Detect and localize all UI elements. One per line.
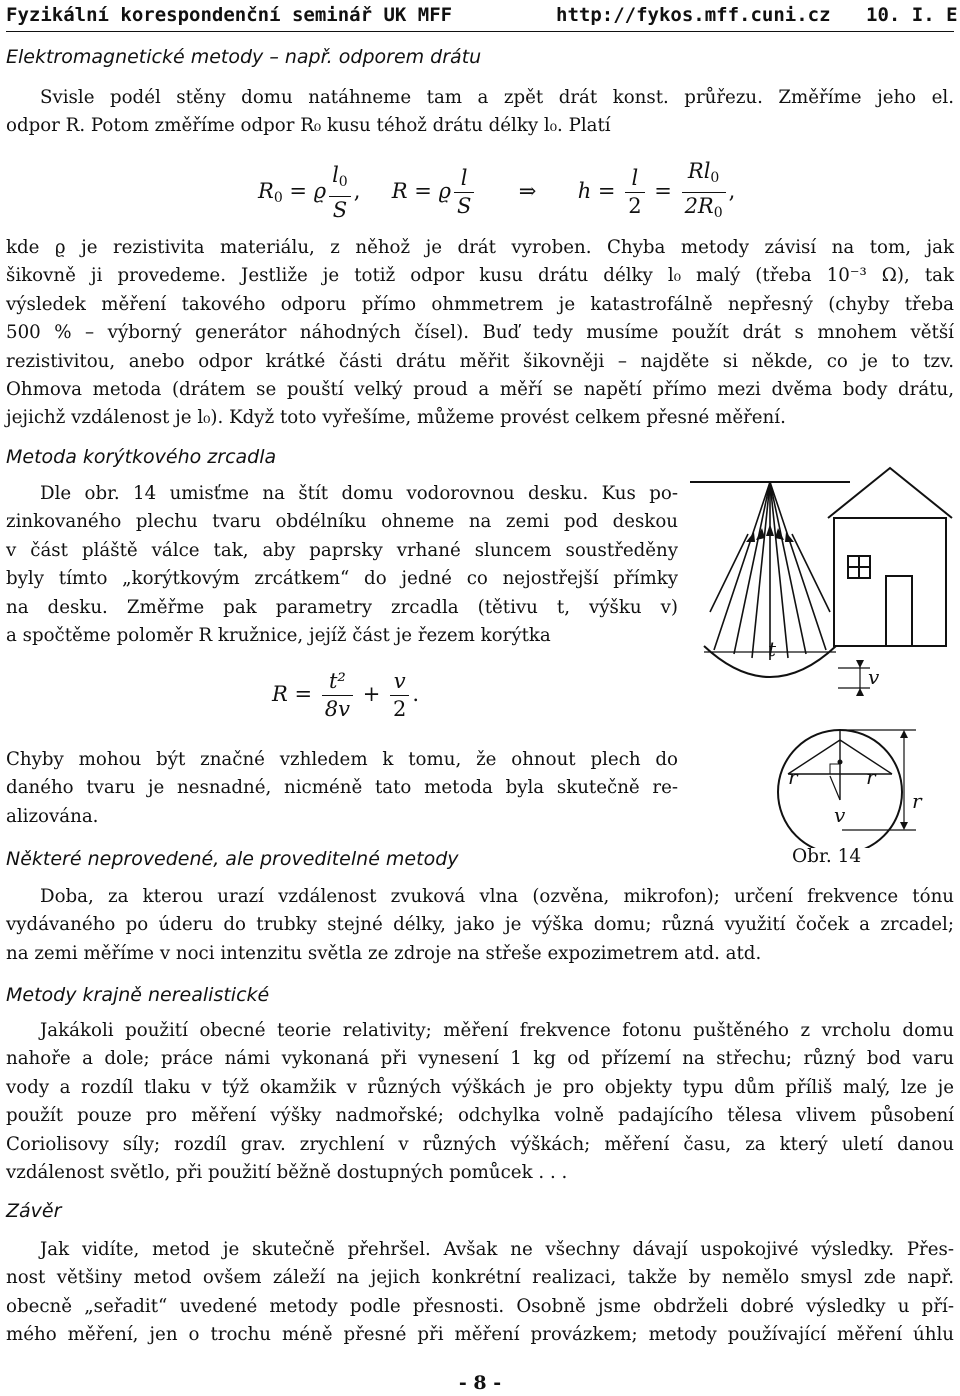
eq-symbol: h	[577, 179, 592, 203]
text-line: na zemi měříme v noci intenzitu světla ze zdroje na střeše expozimetrem atd. atd.	[6, 942, 762, 964]
text-line: v část pláště válce tak, aby paprsky vrhané sluncem soustředěny	[6, 539, 678, 561]
text-line: kde ϱ je rezistivita materiálu, z něhož je drát vyroben. Chyba metody závisí na tom, jak	[6, 237, 954, 258]
header-rule	[6, 31, 954, 32]
equation-radius: R = $\frac{\text{t²}}{8v}$ + $\frac{v}{2}$ .	[272, 669, 420, 721]
eq-sign: =	[294, 682, 313, 706]
section-title-mirror: Metoda korýtkového zrcadla	[6, 446, 277, 468]
section2-after	[6, 746, 678, 831]
text-line: Ohmova metoda (drátem se pouští velký proud a měří se napětí přímo mezi dvěma body drátu,	[6, 379, 954, 401]
section-title-electromagnetic: Elektromagnetické metody – např. odporem drátu	[6, 46, 482, 68]
text-line: obecně „seřadit“ uvedené metody podle přesnosti. Osobně jsme obdrželi dobré výsledky u pří-	[6, 1295, 954, 1317]
eq-fraction: $\frac{l}{S}$	[454, 165, 474, 220]
text-line: na desku. Změřme pak parametry zrcadla (tětivu t, výšku v)	[6, 596, 678, 618]
header-section-id: 10. I. E	[866, 4, 958, 26]
text-line: šikovně ji provedeme. Jestliže je totiž odpor kusu drátu délky l₀ malý (třeba 10⁻³ Ω), tak	[6, 265, 954, 287]
eq-fraction: $\frac{l_0}{S}$	[329, 162, 351, 224]
eq-sign: =	[414, 179, 432, 203]
figure-label-t: t	[768, 637, 777, 661]
text-line: 500 % – výborný generátor náhodných čísel). Buď tedy musíme použít drát s mnohem větší	[6, 322, 954, 344]
section5-body	[6, 1236, 954, 1350]
figure-label-r-dim: r	[912, 789, 922, 813]
eq-symbol: R	[391, 179, 408, 203]
figure-caption: Obr. 14	[792, 846, 862, 867]
eq-symbol: ϱ	[313, 179, 327, 203]
text-line: Chyby mohou být značné vzhledem k tomu, že ohnout plech do	[6, 749, 678, 770]
text-line: nost většiny metod ovšem záleží na jejich konkrétní realizaci, takže by nemělo smysl zde např.	[6, 1267, 954, 1289]
eq-fraction: $\frac{Rl_0}{2R_0}$	[682, 158, 726, 227]
text-line: použít pouze pro měření výšky nadmořské; odchylka volně padajícího tělesa vlivem působení	[6, 1105, 954, 1127]
figure-label-r-right: r	[866, 765, 876, 789]
eq-symbol: R	[272, 682, 288, 706]
text-line: zinkovaného plechu tvaru obdélníku ohneme na zemi pod deskou	[6, 511, 678, 533]
text-line: Jak vidíte, metod je skutečně přehršel. Avšak ne všechny dávají uspokojivé výsledky. Přes-	[40, 1239, 954, 1260]
house	[828, 468, 952, 646]
text-line: Jakákoli použití obecné teorie relativity; měření frekvence fotonu puštěného z vrcholu domu	[40, 1020, 954, 1041]
page-number: - 8 -	[458, 1372, 502, 1394]
header-url: http://fykos.mff.cuni.cz	[556, 4, 831, 26]
eq-fraction: $\frac{v}{2}$	[390, 668, 409, 723]
eq-fraction: $\frac{\text{t²}}{8v}$	[322, 668, 353, 723]
section3-body	[6, 883, 954, 968]
figure-label-r-left: r	[788, 765, 798, 789]
eq-sign: +	[362, 682, 381, 706]
implies-arrow: ⇒	[518, 179, 537, 203]
section-title-feasible: Některé neprovedené, ale proveditelné metody	[6, 848, 459, 870]
eq-subscript: 0	[273, 190, 283, 206]
section-title-conclusion: Závěr	[6, 1200, 62, 1222]
text-line: a spočtěme poloměr R kružnice, jejíž část je řezem korýtka	[6, 625, 551, 647]
text-line: jejichž vzdálenost je l₀). Když toto vyřešíme, můžeme provést celkem přesné měření.	[6, 407, 786, 429]
section1-intro	[6, 84, 954, 141]
text-line: nahoře a dole; práce námi vykonaná při vynesení 1 kg od přízemí na střechu; různý bod varu	[6, 1048, 954, 1070]
text-line: odpor R. Potom změříme odpor R₀ kusu téhož drátu délky l₀. Platí	[6, 115, 611, 137]
section1-body	[6, 234, 954, 433]
text-line: mého měření, jen o trochu méně přesné při měření provázkem; metody používající měření úhlu	[6, 1324, 954, 1346]
text-line: rezistivitou, anebo odpor krátké části drátu měřit šikovněji – najděte si někde, co je to tzv.	[6, 350, 954, 372]
text-line: Doba, za kterou urazí vzdálenost zvuková vlna (ozvěna, mikrofon); určení frekvence tónu	[40, 886, 954, 907]
eq-sign: =	[654, 179, 672, 203]
text-line: Coriolisovy síly; rozdíl grav. zrychlení v různých výškách; měření času, za který uletí danou	[6, 1133, 954, 1155]
figure-label-v-circle: v	[834, 803, 846, 827]
eq-fraction: $\frac{l}{2}$	[625, 165, 644, 220]
text-line: Svisle podél stěny domu natáhneme tam a zpět drát konst. průřezu. Změříme jeho el.	[40, 87, 954, 108]
text-line: výsledek měření takového odporu přímo ohmmetrem je katastrofálně nepřesný (chyby třeba	[6, 293, 954, 315]
sun-rays	[710, 482, 830, 660]
section-title-unrealistic: Metody krajně nerealistické	[6, 984, 270, 1006]
eq-sign: =	[597, 179, 616, 203]
section2-body	[6, 480, 678, 650]
text-line: daného tvaru je nesnadné, nicméně tato metoda byla skutečně re-	[6, 777, 678, 799]
text-line: alizována.	[6, 805, 99, 827]
eq-symbol: R	[258, 179, 274, 203]
eq-symbol: ϱ	[438, 179, 451, 203]
text-line: vzdálenost světlo, při použití běžně dostupných pomůcek . . .	[6, 1162, 568, 1184]
text-line: vydávaného po úderu do trubky stejné délky, jako je výška domu; různá využití čoček a zrcadel;	[6, 914, 954, 936]
figure-14	[690, 462, 958, 848]
text-line: byly tímto „korýtkovým zrcátkem“ do jedné co nejostřejší přímky	[6, 568, 678, 590]
section4-body	[6, 1017, 954, 1187]
header-title: Fyzikální korespondenční seminář UK MFF	[6, 4, 453, 26]
text-line: Dle obr. 14 umisťme na štít domu vodorovnou desku. Kus po-	[40, 483, 678, 504]
eq-sign: =	[289, 179, 308, 203]
text-line: vody a rozdíl tlaku v týž okamžik v různých výškách je pro objekty typu dům příliš malý, lze je	[6, 1076, 954, 1098]
figure-label-v: v	[868, 665, 880, 689]
equation-resistance: $R_0 = ϱ$ $\frac{l_0}{S}$ , R = ϱ $\frac{l}{S}$ ⇒ h = $\frac{l}{2}$ = $\frac{Rl_0}{2R_0}$ ,	[258, 158, 735, 227]
